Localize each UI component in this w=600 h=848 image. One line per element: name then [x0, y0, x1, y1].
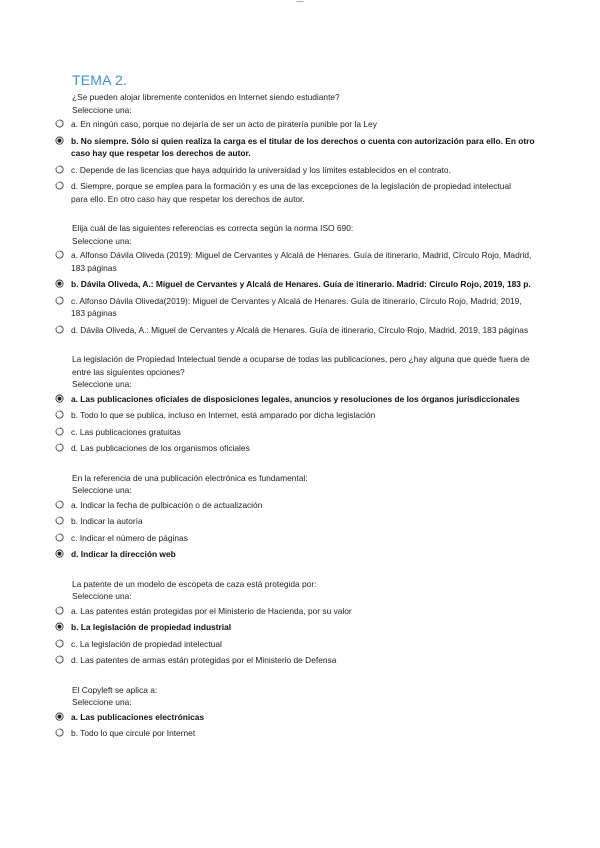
answer-label: a. Las publicaciones oficiales de disposiciones legales, anuncios y resoluciones de los órganos jurisdiccionales	[71, 393, 520, 404]
radio-checked-icon[interactable]	[55, 549, 64, 558]
page-title: TEMA 2.	[72, 72, 128, 88]
answer-label: b. Todo lo que se publica, incluso en Internet, está amparado por dicha legislación	[71, 410, 376, 420]
radio-checked-icon[interactable]	[55, 712, 64, 721]
answer-option[interactable]	[71, 324, 536, 337]
radio-unchecked-icon[interactable]	[55, 165, 64, 174]
answer-label: b. No siempre. Sólo si quien realiza la carga es el titular de los derechos o cuenta con autorización para ello. En otro caso hay que respetar los derechos de autor.	[71, 135, 535, 158]
select-one-prompt: Seleccione una:	[72, 104, 132, 115]
answer-label: c. Indicar el número de páginas	[71, 532, 188, 543]
radio-unchecked-icon[interactable]	[55, 500, 64, 509]
answer-label: d. Dávila Oliveda, A.: Miguel de Cervantes y Alcalá de Henares. Guía de itinerario, Círculo Rojo, Madrid, 2019, 183 páginas	[71, 324, 529, 335]
answer-label: c. Depende de las licencias que haya adquirido la universidad y los límites establecidos en el contrato.	[71, 164, 451, 175]
answer-label: d. Las publicaciones de los organismos oficiales	[71, 443, 250, 453]
radio-checked-icon[interactable]	[55, 279, 64, 288]
document-body	[0, 72, 600, 757]
answer-label: c. Alfonso Dávila Oliveda(2019): Miguel de Cervantes y Alcalá de Henares. Guía de itinerario, Círculo Rojo, Madrid, 2019, 183 páginas	[71, 295, 522, 318]
radio-checked-icon[interactable]	[55, 622, 64, 631]
answer-option[interactable]	[71, 135, 536, 160]
answer-label: a. Indicar la fecha de pulbicación o de actualización	[71, 499, 263, 510]
answer-label: d. Indicar la dirección web	[71, 549, 176, 559]
select-one-prompt: Seleccione una:	[72, 591, 132, 601]
radio-unchecked-icon[interactable]	[55, 296, 64, 305]
answer-label: a. Las patentes están protegidas por el Ministerio de Hacienda, por su valor	[71, 605, 352, 616]
answer-option[interactable]	[71, 295, 536, 320]
radio-unchecked-icon[interactable]	[55, 606, 64, 615]
answer-option[interactable]	[71, 409, 536, 422]
question-block	[0, 472, 600, 561]
answer-option[interactable]	[71, 442, 536, 455]
answer-label: b. La legislación de propiedad industrial	[71, 622, 232, 632]
answer-option[interactable]	[71, 605, 536, 618]
answer-option[interactable]	[71, 548, 536, 561]
answer-option[interactable]	[71, 654, 536, 667]
radio-unchecked-icon[interactable]	[55, 443, 64, 452]
radio-unchecked-icon[interactable]	[55, 639, 64, 648]
answer-option[interactable]	[71, 278, 536, 291]
answer-label: d. Las patentes de armas están protegidas por el Ministerio de Defensa	[71, 655, 337, 665]
question-block	[0, 91, 600, 205]
select-one-prompt: Seleccione una:	[72, 697, 132, 707]
radio-unchecked-icon[interactable]	[55, 533, 64, 542]
answer-option[interactable]	[71, 532, 536, 545]
question-block	[0, 222, 600, 336]
question-text: Elija cuál de las siguientes referencias es correcta según la norma ISO 690:	[72, 223, 354, 233]
question-text: En la referencia de una publicación electrónica es fundamental:	[72, 472, 308, 483]
answer-option[interactable]	[71, 426, 536, 439]
answer-option[interactable]	[71, 499, 536, 512]
question-text: La legislación de Propiedad Intelectual tiende a ocuparse de todas las publicaciones, pero ¿hay alguna que quede fuera de entre las siguientes opciones?	[72, 354, 530, 377]
answer-option[interactable]	[71, 727, 536, 740]
radio-unchecked-icon[interactable]	[55, 728, 64, 737]
radio-unchecked-icon[interactable]	[55, 119, 64, 128]
answer-option[interactable]	[71, 180, 536, 205]
question-text: El Copyleft se aplica a:	[72, 684, 158, 695]
answer-label: a. En ningún caso, porque no dejaría de ser un acto de piratería punible por la Ley	[71, 119, 377, 129]
answer-label: b. Dávila Oliveda, A.: Miguel de Cervantes y Alcalá de Henares. Guía de itinerario. Madrid: Círculo Rojo, 2019, 183 p.	[71, 279, 531, 289]
answer-label: c. La legislación de propiedad intelectual	[71, 638, 222, 649]
answer-label-continuation: para ello. En otro caso hay que respetar los derechos de autor.	[71, 193, 305, 204]
question-block	[0, 578, 600, 667]
answer-label: c. Las publicaciones gratuitas	[71, 426, 181, 437]
answer-option[interactable]	[71, 621, 536, 634]
select-one-prompt: Seleccione una:	[72, 379, 132, 389]
radio-unchecked-icon[interactable]	[55, 250, 64, 259]
answer-label: b. Todo lo que circule por Internet	[71, 728, 196, 738]
answer-option[interactable]	[71, 711, 536, 724]
radio-unchecked-icon[interactable]	[55, 325, 64, 334]
select-one-prompt: Seleccione una:	[72, 485, 132, 495]
answer-option[interactable]	[71, 393, 536, 406]
answer-label: a. Las publicaciones electrónicas	[71, 711, 205, 722]
radio-unchecked-icon[interactable]	[55, 516, 64, 525]
answer-option[interactable]	[71, 118, 536, 131]
question-text: ¿Se pueden alojar libremente contenidos en Internet siendo estudiante?	[72, 92, 340, 102]
answer-option[interactable]	[71, 638, 536, 651]
question-block	[0, 353, 600, 455]
select-one-prompt: Seleccione una:	[72, 235, 132, 246]
answer-option[interactable]	[71, 249, 536, 274]
answer-label: d. Siempre, porque se emplea para la formación y es una de las excepciones de la legislación de propiedad intelectual	[71, 181, 511, 191]
radio-unchecked-icon[interactable]	[55, 427, 64, 436]
radio-checked-icon[interactable]	[55, 394, 64, 403]
question-text: La patente de un modelo de escopeta de caza está protegida por:	[72, 578, 317, 589]
radio-unchecked-icon[interactable]	[55, 655, 64, 664]
radio-checked-icon[interactable]	[55, 136, 64, 145]
radio-unchecked-icon[interactable]	[55, 410, 64, 419]
answer-label: b. Indicar la autoría	[71, 516, 143, 526]
answer-option[interactable]	[71, 164, 536, 177]
question-list	[0, 91, 600, 740]
radio-unchecked-icon[interactable]	[55, 181, 64, 190]
page-marker: ⁓	[296, 0, 304, 6]
answer-label: a. Alfonso Dávila Oliveda (2019): Miguel de Cervantes y Alcalá de Henares. Guía de itinerario, Madrid, Círculo Rojo, Madrid, 183 páginas	[71, 250, 532, 273]
question-block	[0, 684, 600, 740]
answer-option[interactable]	[71, 515, 536, 528]
